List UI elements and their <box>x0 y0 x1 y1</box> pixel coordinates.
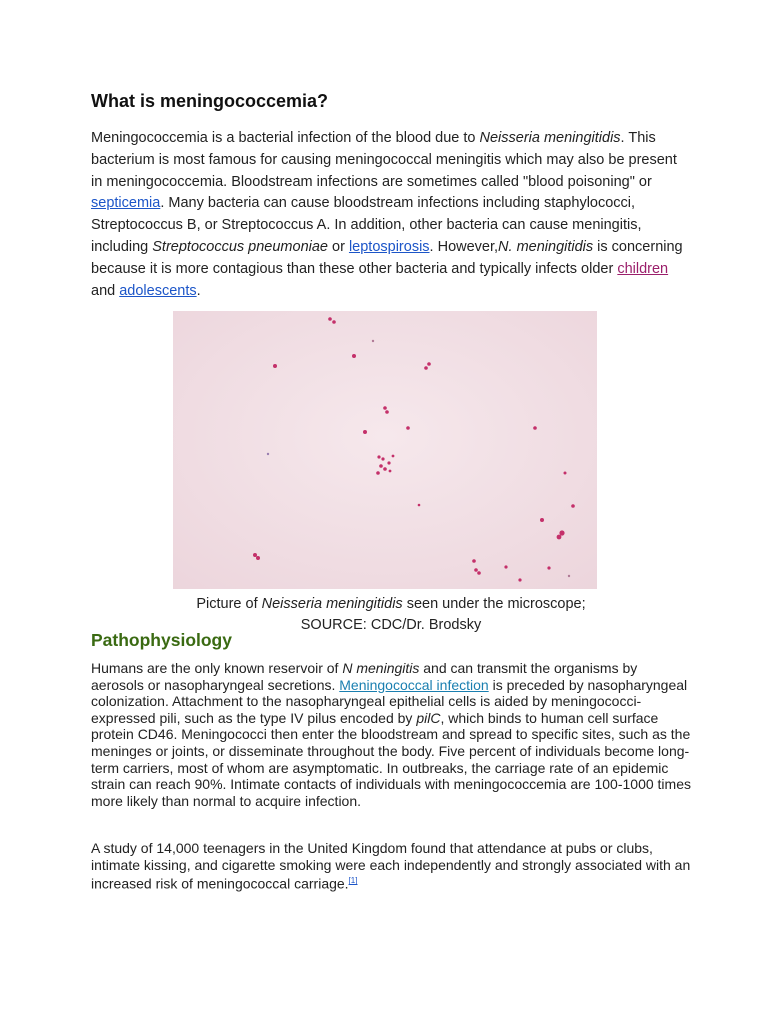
microscope-image <box>173 311 597 589</box>
reference-link[interactable]: [1] <box>348 876 358 886</box>
italic-species-name: N. meningitidis <box>498 238 594 255</box>
intro-paragraph: Meningococcemia is a bacterial infection of the blood due to Neisseria meningitidis. This bacterium is most famous for causing meningococcal meningitis which may also be present in meningococcemia. Bloodstream infections are sometimes called "blood poisoning" or septicemia. Many bacteria can cause bloodstream infections including staphylococci, Streptococcus B, or Streptococcus A. In addition, other bacteria can cause meningitis, including Streptococcus pneumoniae or leptospirosis. However,N. meningitidis is concerning because it is more contagious than these other bacteria and typically infects older children and adolescents. <box>91 130 683 299</box>
link-septicemia[interactable]: septicemia <box>91 195 161 212</box>
article-title: What is meningococcemia? <box>91 91 329 111</box>
caption-source: SOURCE: CDC/Dr. Brodsky <box>300 617 482 633</box>
italic-species-name: Streptococcus pneumoniae <box>152 238 328 255</box>
link-adolescents[interactable]: adolescents <box>119 282 197 299</box>
bacteria-micrograph <box>173 311 597 589</box>
link-leptospirosis[interactable]: leptospirosis <box>348 238 430 255</box>
section-heading-pathophysiology: Pathophysiology <box>91 630 232 650</box>
link-meningococcal-infection[interactable]: Meningococcal infection <box>339 676 489 693</box>
link-children[interactable]: children <box>617 260 669 277</box>
study-paragraph: A study of 14,000 teenagers in the United Kingdom found that attendance at pubs or clubs, intimate kissing, and cigarette smoking were each independently and strongly associated with an increased risk of meningococcal carriage.[1] <box>91 840 691 892</box>
micrograph-background <box>173 311 597 589</box>
pathophysiology-paragraph: Humans are the only known reservoir of N meningitis and can transmit the organisms by aerosols or nasopharyngeal secretions. Meningococcal infection is preceded by nasopharyngeal colonization. Attachment to the nasopharyngeal epithelial cells is aided by meningococci-expressed pili, such as the type IV pilus encoded by pilC, which binds to human cell surface protein CD46. Meningococci then enter the bloodstream and spread to specific sites, such as the meninges or joints, or disseminate throughout the body. Five percent of individuals become long-term carriers, most of whom are asymptomatic. In outbreaks, the carriage rate of an epidemic strain can reach 90%. Intimate contacts of individuals with meningococcemia are 100-1000 times more likely than normal to acquire infection. <box>91 660 691 809</box>
italic-species-name: Neisseria meningitidis <box>479 130 621 146</box>
figure-caption: Picture of Neisseria meningitidis seen under the microscope; SOURCE: CDC/Dr. Brodsky <box>91 594 691 636</box>
